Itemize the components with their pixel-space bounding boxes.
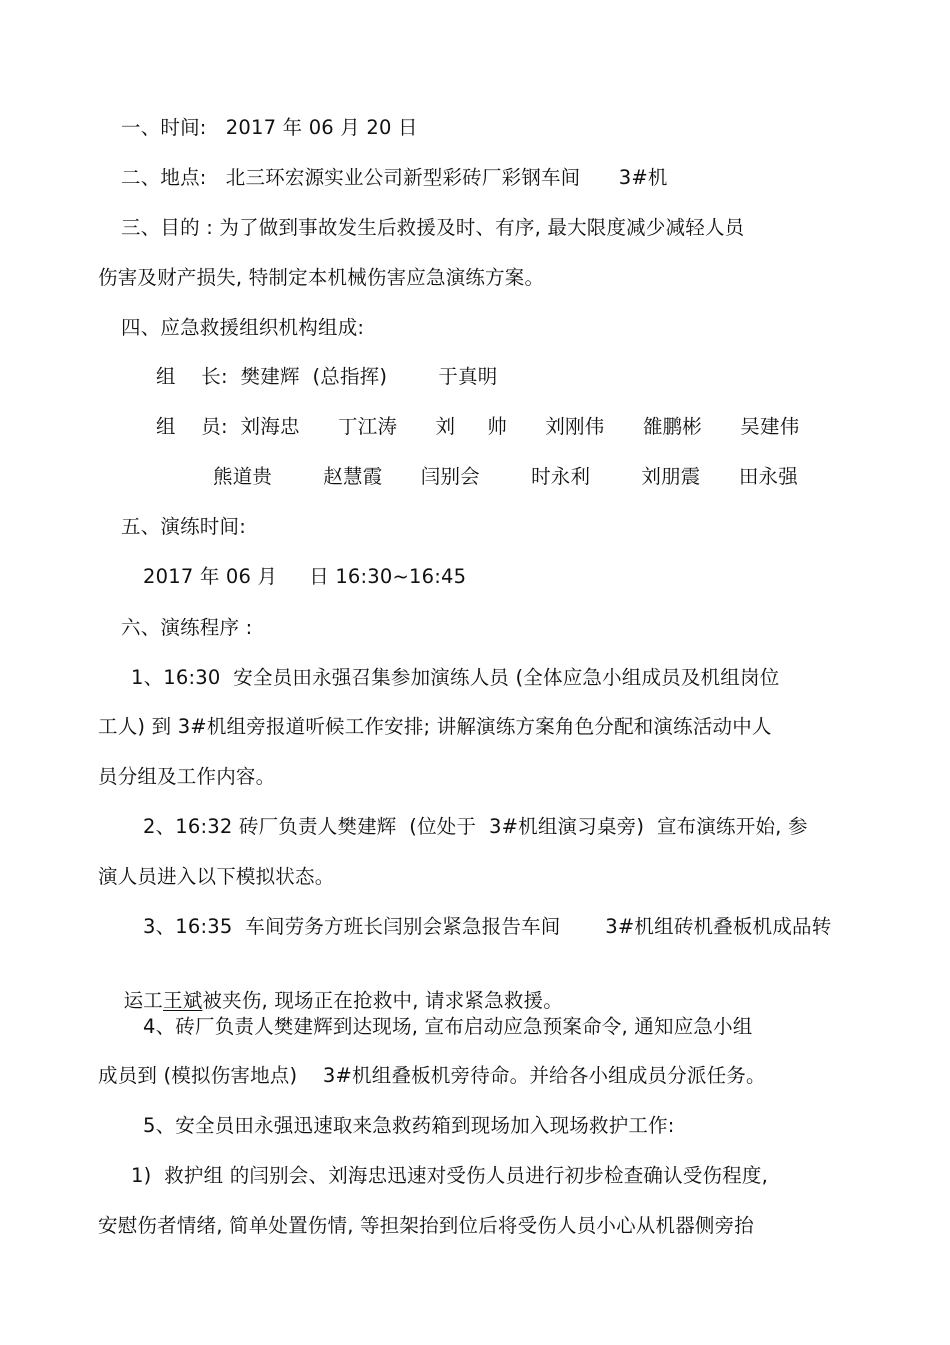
step-3-line-1: 3、16:35 车间劳务方班长闫别会紧急报告车间 3#机组砖机叠板机成品转 [143,915,832,938]
substep-1-line-2: 安慰伤者情绪, 简单处置伤情, 等担架抬到位后将受伤人员小心从机器侧旁抬 [98,1214,754,1237]
step-3-line-2-prefix: 运工 [123,989,164,1012]
injured-worker-name: 王斌 [163,989,203,1012]
section-time: 一、时间: 2017 年 06 月 20 日 [121,116,418,139]
step-2-line-1: 2、16:32 砖厂负责人樊建辉 (位处于 3#机组演习桌旁) 宣布演练开始, 参 [143,815,808,838]
section-location: 二、地点: 北三环宏源实业公司新型彩砖厂彩钢车间 3#机 [121,166,668,189]
step-4-line-2: 成员到 (模拟伤害地点) 3#机组叠板机旁待命。并给各小组成员分派任务。 [98,1064,766,1087]
leaders-line: 组 长: 樊建辉 (总指挥) 于真明 [156,365,498,388]
section-procedure-title: 六、演练程序 : [121,616,253,639]
step-1-line-3: 员分组及工作内容。 [98,765,276,788]
drill-time-value: 2017 年 06 月 日 16:30~16:45 [143,565,467,588]
step-1-line-2: 工人) 到 3#机组旁报道听候工作安排; 讲解演练方案角色分配和演练活动中人 [98,715,772,738]
step-4-line-1: 4、砖厂负责人樊建辉到达现场, 宣布启动应急预案命令, 通知应急小组 [143,1015,753,1038]
section-purpose-line-2: 伤害及财产损失, 特制定本机械伤害应急演练方案。 [98,266,545,289]
step-3-line-2-suffix: 被夹伤, 现场正在抢救中, 请求紧急救援。 [202,989,563,1012]
substep-1-line-1: 1) 救护组 的闫别会、刘海忠迅速对受伤人员进行初步检查确认受伤程度, [131,1164,769,1187]
step-2-line-2: 演人员进入以下模拟状态。 [98,865,335,888]
members-line-2: 熊道贵 赵慧霞 闫别会 时永利 刘朋震 田永强 [213,465,798,488]
section-organization-title: 四、应急救援组织机构组成: [121,316,365,339]
section-drill-time-title: 五、演练时间: [121,515,246,538]
step-1-line-1: 1、16:30 安全员田永强召集参加演练人员 (全体应急小组成员及机组岗位 [131,666,780,689]
section-purpose-line-1: 三、目的 : 为了做到事故发生后救援及时、有序, 最大限度减少减轻人员 [121,216,745,239]
step-5-line: 5、安全员田永强迅速取来急救药箱到现场加入现场救护工作: [143,1114,675,1137]
members-line-1: 组 员: 刘海忠 丁江涛 刘 帅 刘刚伟 雒鹏彬 吴建伟 [156,415,800,438]
